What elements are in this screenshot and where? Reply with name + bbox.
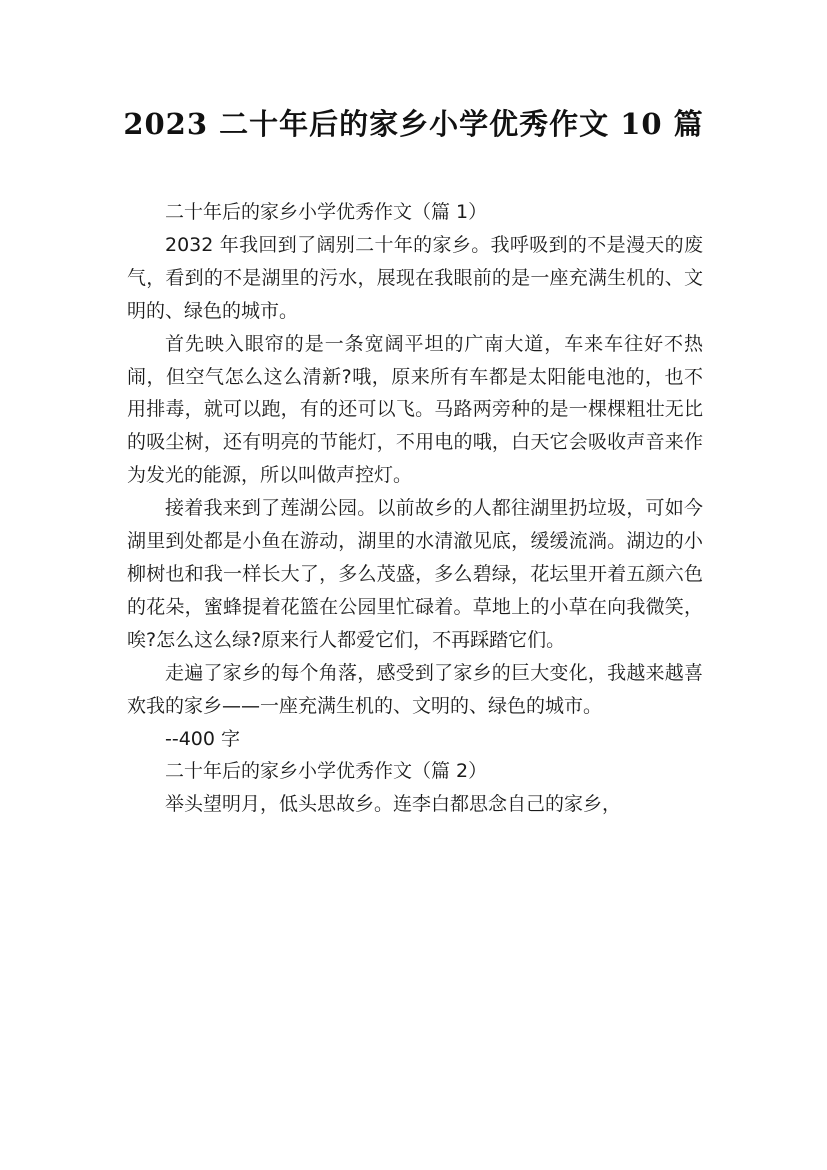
document-title: 2023 二十年后的家乡小学优秀作文 10 篇 bbox=[123, 107, 704, 141]
essay-1-paragraph-3: 接着我来到了莲湖公园。以前故乡的人都往湖里扔垃圾，可如今湖里到处都是小鱼在游动，湖里的水清澈见底，缓缓流淌。湖边的小柳树也和我一样长大了，多么茂盛，多么碧绿，花坛里开着五颜六色的花朵，蜜蜂提着花篮在公园里忙碌着。草地上的小草在向我微笑，唉?怎么这么绿?原来行人都爱它们，不再踩踏它们。 bbox=[127, 497, 703, 651]
essay-1-paragraph-4: 走遍了家乡的每个角落，感受到了家乡的巨大变化，我越来越喜欢我的家乡——一座充满生机的、文明的、绿色的城市。 bbox=[127, 661, 703, 717]
essay-1-heading: 二十年后的家乡小学优秀作文（篇 1） bbox=[165, 201, 488, 223]
essay-2-paragraph-1: 举头望明月，低头思故乡。连李白都思念自己的家乡， bbox=[165, 793, 622, 816]
essay-1-paragraph-1: 2032 年我回到了阔别二十年的家乡。我呼吸到的不是漫天的废气，看到的不是湖里的污水，展现在我眼前的是一座充满生机的、文明的、绿色的城市。 bbox=[127, 233, 703, 322]
document-body bbox=[127, 196, 703, 821]
essay-1-paragraph-2: 首先映入眼帘的是一条宽阔平坦的广南大道，车来车往好不热闹，但空气怎么这么清新?哦，原来所有车都是太阳能电池的，也不用排毒，就可以跑，有的还可以飞。马路两旁种的是一棵棵粗壮无比的吸尘树，还有明亮的节能灯，不用电的哦，白天它会吸收声音来作为发光的能源，所以叫做声控灯。 bbox=[127, 332, 703, 487]
essay-2-heading: 二十年后的家乡小学优秀作文（篇 2） bbox=[165, 760, 488, 783]
essay-1-word-count: --400 字 bbox=[165, 727, 241, 750]
